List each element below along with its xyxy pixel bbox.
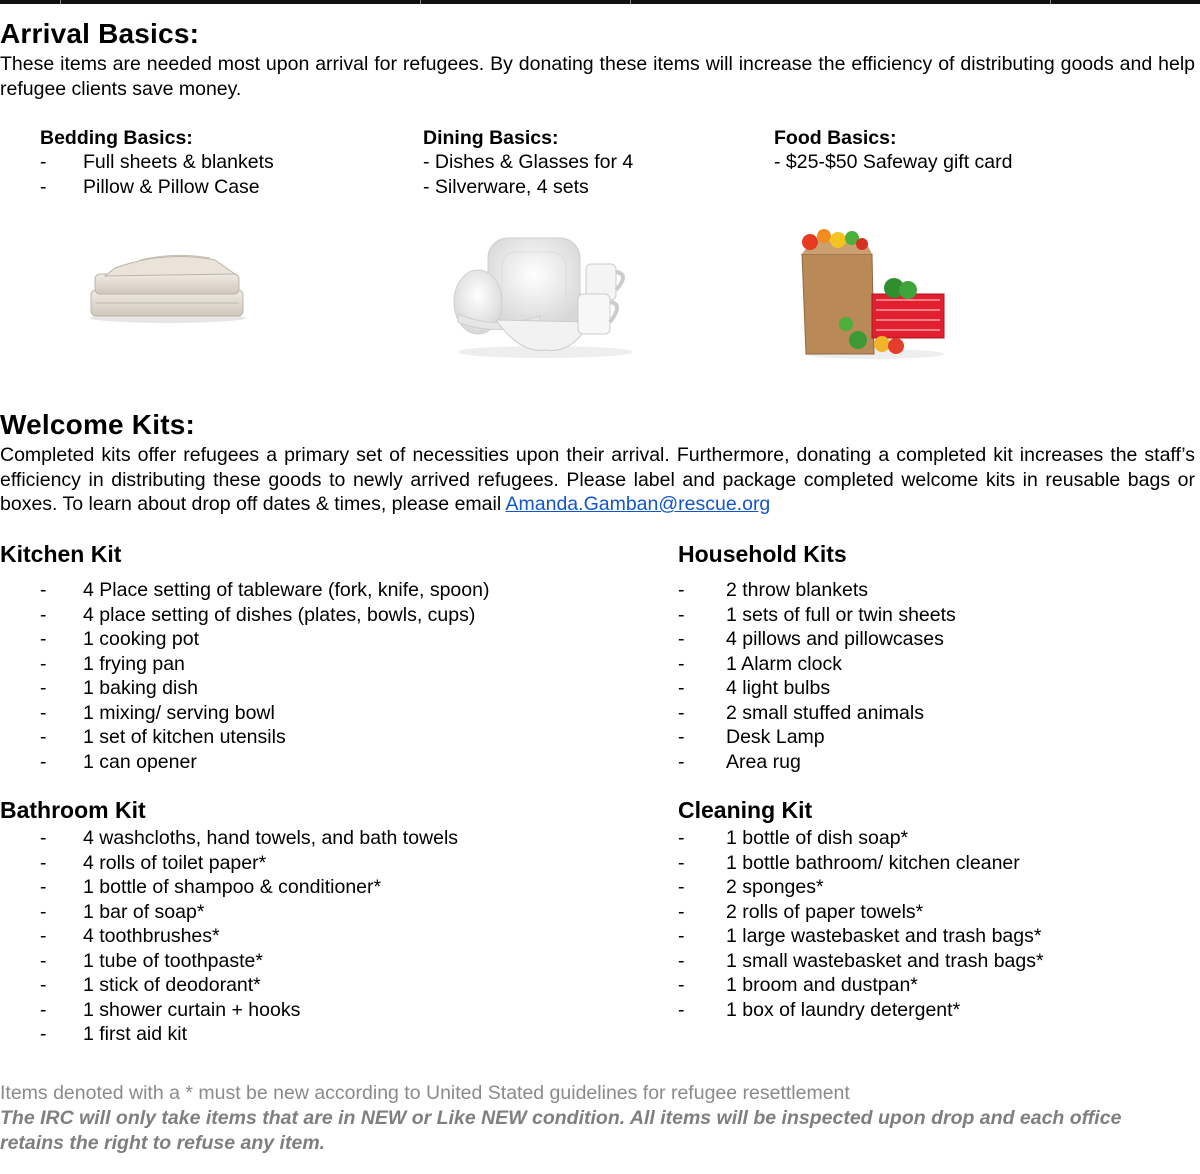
household-kits-list [678, 578, 1178, 774]
household-kit-item-label: Desk Lamp [726, 726, 825, 748]
kitchen-kit-item-label: 4 place setting of dishes (plates, bowls, cups) [83, 603, 476, 626]
cleaning-kit-item [678, 826, 1178, 851]
bullet-dash: - [678, 974, 685, 996]
dining-basics-title: Dining Basics: [423, 127, 559, 149]
bullet-dash: - [40, 974, 47, 996]
household-kit-item-label: 4 pillows and pillowcases [726, 628, 944, 650]
kitchen-kit-item-label: 1 frying pan [83, 652, 185, 675]
bathroom-kit-item [40, 900, 600, 925]
bathroom-kit-item-label: 1 stick of deodorant* [83, 974, 261, 996]
bullet-dash: - [678, 677, 685, 699]
bathroom-kit-item-label: 1 shower curtain + hooks [83, 998, 301, 1021]
household-kit-item [678, 603, 1178, 628]
bullet-dash: - [678, 603, 685, 626]
bathroom-kit-item-label: 1 bottle of shampoo & conditioner* [83, 876, 382, 898]
household-kit-item [678, 701, 1178, 726]
bathroom-kit-item-label: 4 washcloths, hand towels, and bath towels [83, 827, 459, 849]
welcome-kits-intro [0, 443, 1195, 517]
cleaning-kit-item-label: 1 bottle bathroom/ kitchen cleaner [726, 851, 1020, 874]
kitchen-kit-item-label: 1 can opener [83, 750, 197, 773]
kitchen-kit-item [40, 652, 600, 677]
bullet-dash: - [678, 726, 685, 748]
dining-item: - Dishes & Glasses for 4 [423, 151, 634, 173]
household-kit-item-label: Area rug [726, 750, 801, 773]
bullet-dash: - [40, 876, 47, 898]
household-kit-item [678, 652, 1178, 677]
kitchen-kit-item-label: 1 mixing/ serving bowl [83, 701, 275, 724]
cleaning-kit-item [678, 875, 1178, 900]
bedding-item-label: Pillow & Pillow Case [83, 176, 260, 198]
household-kit-item [678, 750, 1178, 775]
household-kit-item [678, 725, 1178, 750]
bedding-basics-title: Bedding Basics: [40, 127, 193, 149]
kitchen-kit-item [40, 701, 600, 726]
cleaning-kit-item-label: 1 broom and dustpan* [726, 974, 918, 996]
bullet-dash: - [40, 949, 47, 972]
bullet-dash: - [678, 701, 685, 724]
household-kit-item [678, 627, 1178, 652]
bathroom-kit-item-label: 1 bar of soap* [83, 900, 205, 923]
cleaning-kit-item-label: 1 box of laundry detergent* [726, 998, 961, 1021]
arrival-basics-intro: These items are needed most upon arrival for refugees. By donating these items will increase the efficiency of distributing goods and help refugee clients save money. [0, 53, 1195, 100]
kitchen-kit-item-label: 1 baking dish [83, 677, 198, 699]
new-items-note: Items denoted with a * must be new according to United Stated guidelines for refugee resettlement [0, 1082, 850, 1104]
household-kit-item-label: 4 light bulbs [726, 677, 831, 699]
condition-disclaimer: The IRC will only take items that are in NEW or Like NEW condition. All items will be inspected upon drop and each office retains the right to refuse any item. [0, 1107, 1122, 1154]
bullet-dash: - [40, 851, 47, 874]
dining-item: - Silverware, 4 sets [423, 176, 589, 198]
bullet-dash: - [40, 827, 47, 849]
bullet-dash: - [678, 998, 685, 1021]
cleaning-kit-item [678, 998, 1178, 1023]
bathroom-kit-item [40, 949, 600, 974]
cleaning-kit-item-label: 1 small wastebasket and trash bags* [726, 949, 1044, 972]
bullet-dash: - [678, 949, 685, 972]
cleaning-kit-item [678, 851, 1178, 876]
bathroom-kit-item [40, 998, 600, 1023]
food-basics-title: Food Basics: [774, 127, 897, 149]
household-kit-item-label: 2 throw blankets [726, 579, 868, 601]
bullet-dash: - [40, 176, 47, 198]
kitchen-kit-title: Kitchen Kit [0, 541, 122, 567]
bullet-dash: - [678, 579, 685, 601]
household-kit-item-label: 1 sets of full or twin sheets [726, 603, 956, 626]
bathroom-kit-item [40, 973, 600, 998]
bullet-dash: - [678, 628, 685, 650]
border-tick [420, 0, 421, 4]
household-kit-item-label: 2 small stuffed animals [726, 701, 924, 724]
bathroom-kit-item [40, 851, 600, 876]
kitchen-kit-item [40, 725, 600, 750]
welcome-kits-intro-text: Completed kits offer refugees a primary set of necessities upon their arrival. Furthermore, donating a completed kit increases the staff’s efficiency in distributing these goods to newly arrived refugees. Please label and package completed welcome kits in reusable bags or boxes. To learn about drop off dates & times, please email [0, 444, 1195, 515]
cleaning-kit-item [678, 973, 1178, 998]
cleaning-kit-list [678, 826, 1178, 1022]
bathroom-kit-item [40, 875, 600, 900]
kitchen-kit-item [40, 750, 600, 775]
bullet-dash: - [40, 726, 47, 748]
cleaning-kit-item [678, 949, 1178, 974]
bullet-dash: - [40, 925, 47, 947]
cleaning-kit-item-label: 1 bottle of dish soap* [726, 827, 909, 849]
border-tick [1050, 0, 1051, 4]
kitchen-kit-item-label: 1 set of kitchen utensils [83, 726, 286, 748]
bullet-dash: - [678, 827, 685, 849]
cleaning-kit-item [678, 924, 1178, 949]
border-tick [630, 0, 631, 4]
bullet-dash: - [40, 998, 47, 1021]
welcome-kits-heading: Welcome Kits: [0, 409, 196, 440]
bullet-dash: - [40, 603, 47, 626]
cleaning-kit-item [678, 900, 1178, 925]
bedding-item-label: Full sheets & blankets [83, 151, 274, 173]
bathroom-kit-item [40, 924, 600, 949]
top-border [0, 0, 1200, 4]
arrival-basics-heading: Arrival Basics: [0, 18, 200, 49]
bullet-dash: - [678, 876, 685, 898]
cleaning-kit-item-label: 1 large wastebasket and trash bags* [726, 925, 1042, 947]
grocery-bag-image [796, 228, 951, 360]
bullet-dash: - [40, 701, 47, 724]
bullet-dash: - [40, 1023, 47, 1045]
bullet-dash: - [678, 925, 685, 947]
household-kit-item-label: 1 Alarm clock [726, 652, 842, 675]
bullet-dash: - [40, 900, 47, 923]
household-kit-item [678, 676, 1178, 701]
folded-sheets-image [85, 240, 250, 325]
bathroom-kit-item-label: 1 first aid kit [83, 1023, 188, 1045]
bathroom-kit-item-label: 4 toothbrushes* [83, 925, 220, 947]
bullet-dash: - [40, 750, 47, 773]
dish-set-image [450, 232, 640, 360]
kitchen-kit-item-label: 1 cooking pot [83, 628, 200, 650]
bathroom-kit-item-label: 1 tube of toothpaste* [83, 949, 263, 972]
bullet-dash: - [40, 151, 47, 173]
bathroom-kit-item [40, 826, 600, 851]
bullet-dash: - [40, 677, 47, 699]
kitchen-kit-item-label: 4 Place setting of tableware (fork, knife, spoon) [83, 579, 490, 601]
kitchen-kit-item [40, 627, 600, 652]
bullet-dash: - [40, 628, 47, 650]
bathroom-kit-item-label: 4 rolls of toilet paper* [83, 851, 267, 874]
contact-email-link[interactable]: Amanda.Gamban@rescue.org [505, 493, 771, 515]
border-tick [60, 0, 61, 4]
household-kits-title: Household Kits [678, 541, 847, 567]
bullet-dash: - [678, 750, 685, 773]
kitchen-kit-item [40, 676, 600, 701]
kitchen-kit-item [40, 603, 600, 628]
bathroom-kit-title: Bathroom Kit [0, 797, 146, 823]
bullet-dash: - [40, 652, 47, 675]
bathroom-kit-item [40, 1022, 600, 1047]
bullet-dash: - [678, 652, 685, 675]
bullet-dash: - [678, 851, 685, 874]
bullet-dash: - [40, 579, 47, 601]
bathroom-kit-list [40, 826, 600, 1047]
bullet-dash: - [678, 900, 685, 923]
food-item: - $25-$50 Safeway gift card [774, 151, 1013, 173]
cleaning-kit-item-label: 2 sponges* [726, 876, 824, 898]
kitchen-kit-item [40, 578, 600, 603]
cleaning-kit-title: Cleaning Kit [678, 797, 813, 823]
household-kit-item [678, 578, 1178, 603]
kitchen-kit-list [40, 578, 600, 774]
cleaning-kit-item-label: 2 rolls of paper towels* [726, 900, 924, 923]
